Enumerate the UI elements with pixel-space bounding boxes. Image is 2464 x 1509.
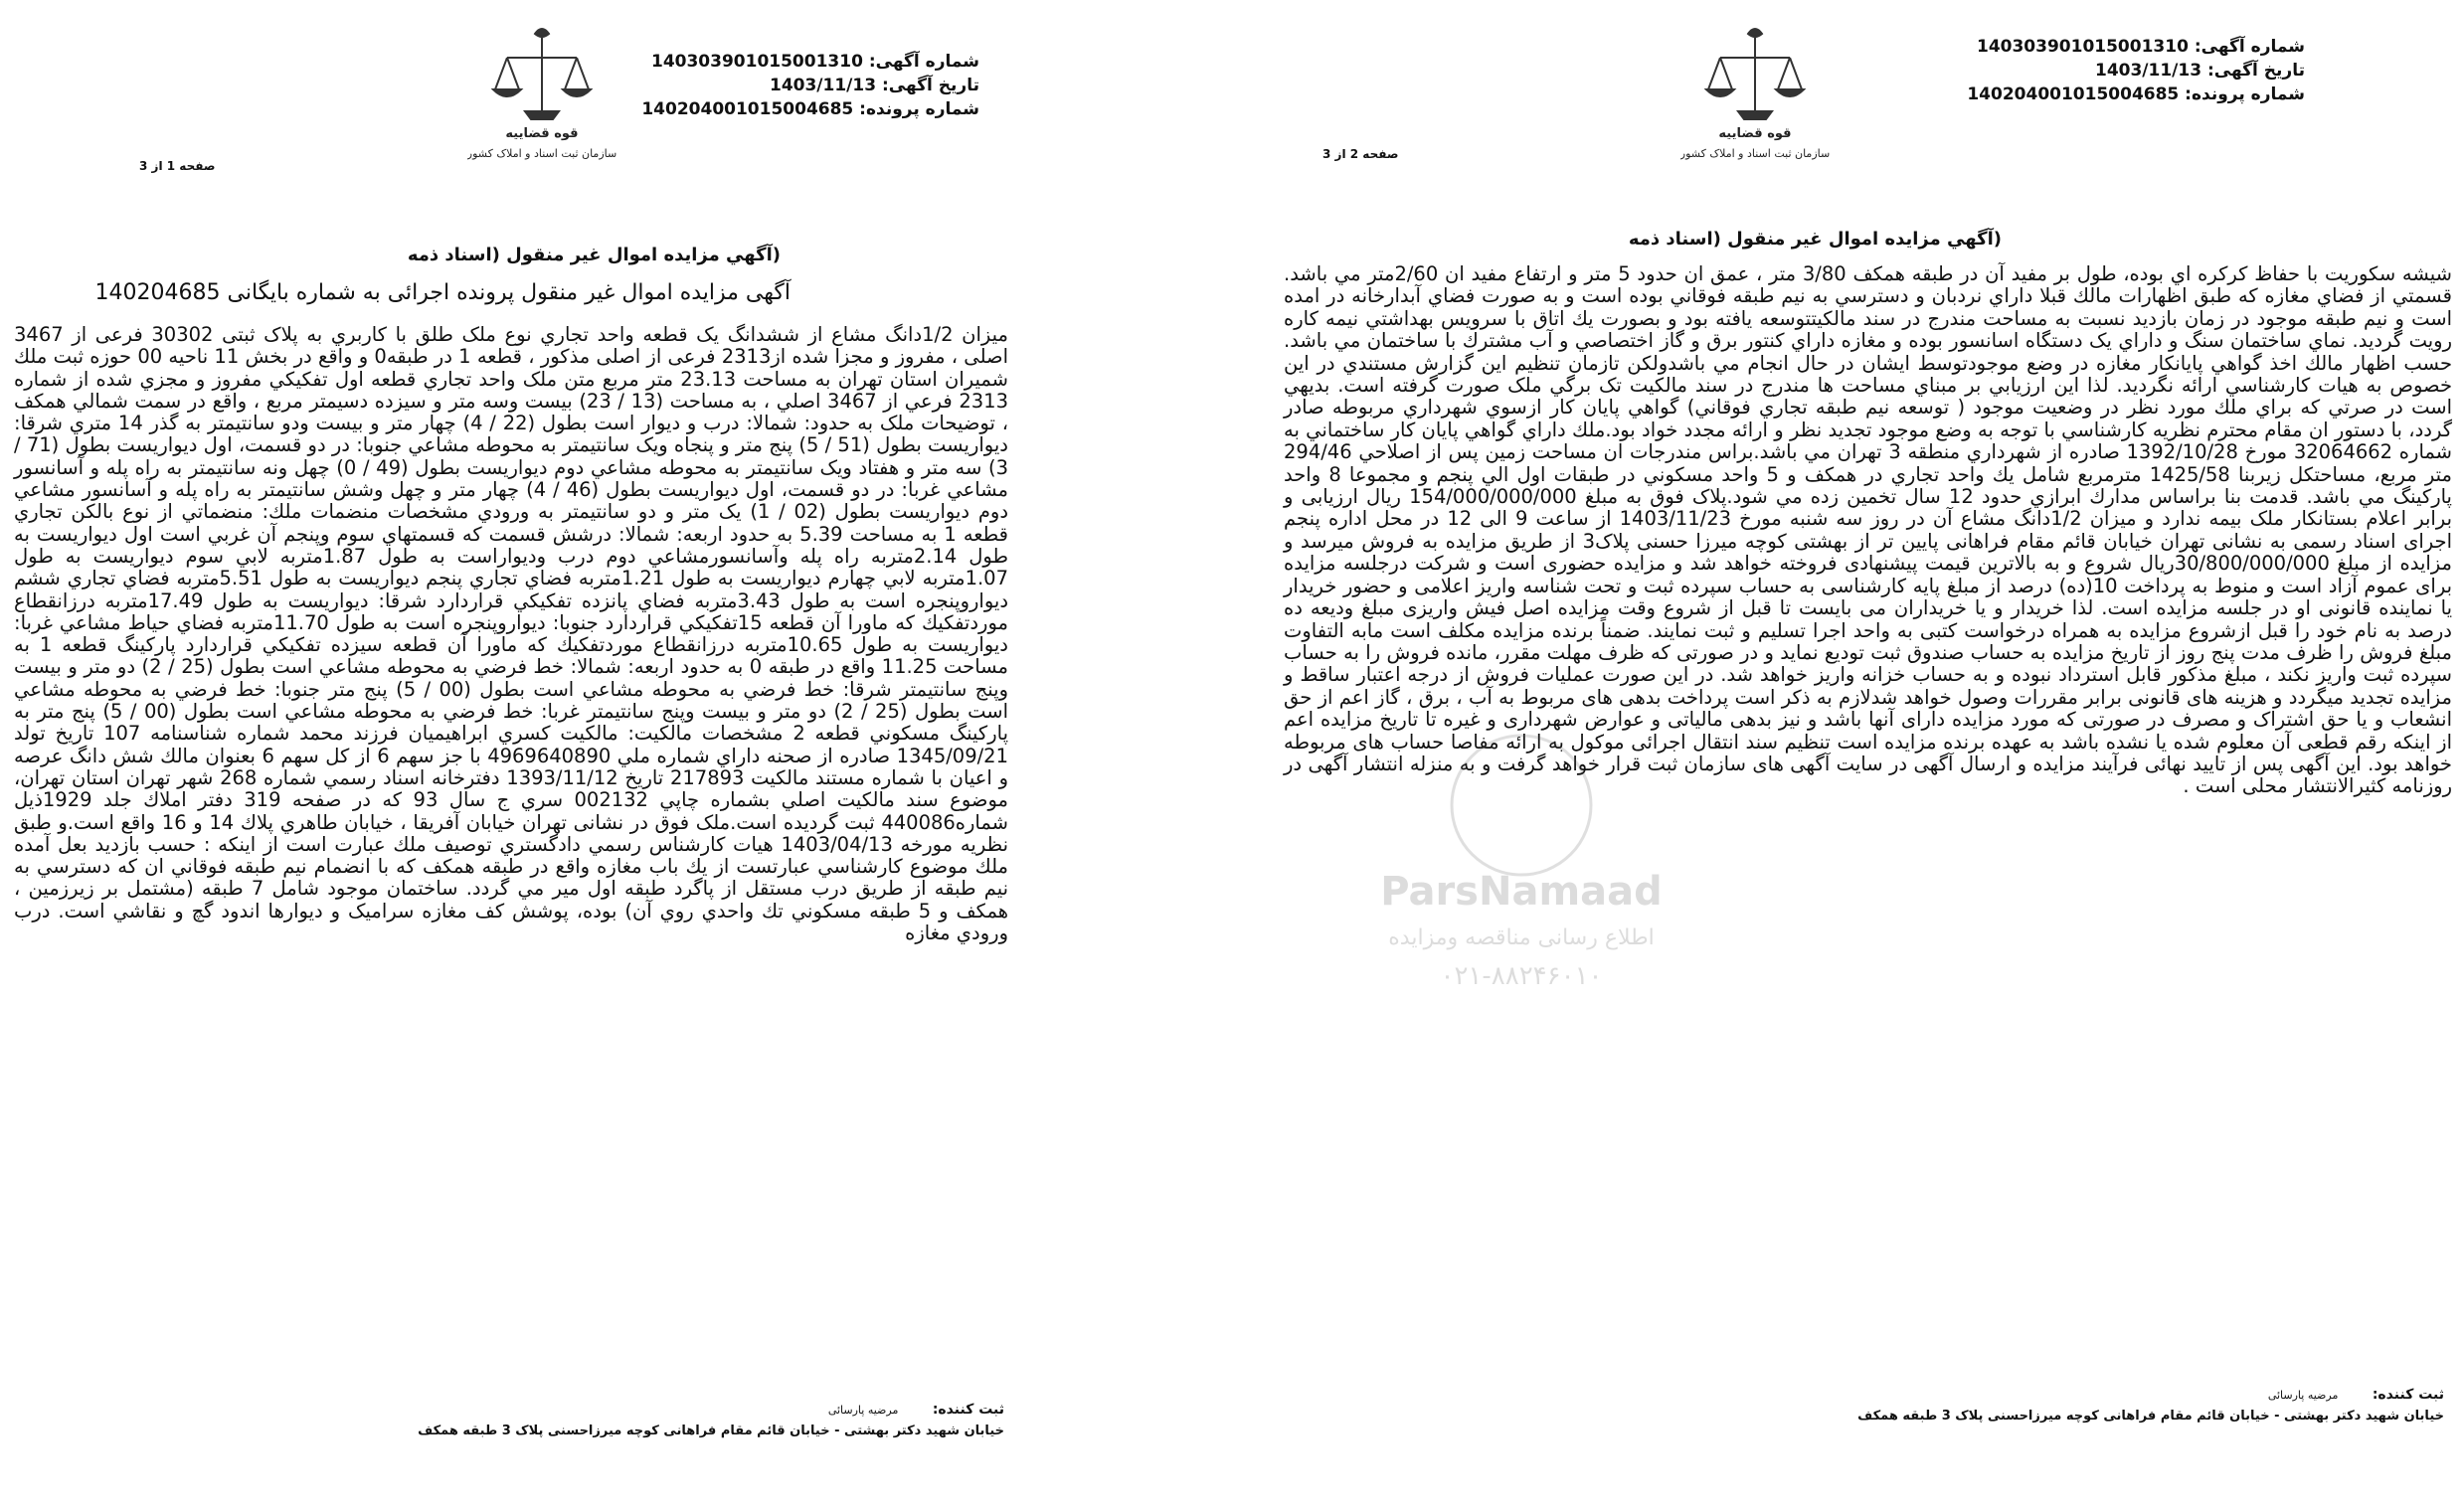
- case-number: شماره پرونده: 140204001015004685: [1967, 84, 2305, 104]
- judiciary-emblem-icon: [467, 20, 616, 169]
- signer-name: مرضیه پارسائی: [2267, 1389, 2339, 1402]
- watermark-phone: ۰۲۱-۸۸۲۴۶۰۱۰: [1440, 961, 1603, 991]
- emblem-subtext: سازمان ثبت اسناد و املاک کشور: [467, 147, 616, 160]
- signer-address: خیابان شهید دکتر بهشتی - خیابان قائم مقام فراهانی کوچه میرزاحسنی پلاک 3 طبقه همکف: [1857, 1409, 2444, 1424]
- watermark-ring-icon: [1452, 736, 1591, 875]
- judiciary-emblem-icon: [1680, 20, 1830, 169]
- signer-label: ثبت کننده:: [932, 1402, 1004, 1418]
- parsnamaad-watermark: [1263, 696, 1780, 1014]
- signer-address: خیابان شهید دکتر بهشتی - خیابان قائم مقام فراهانی کوچه میرزاحسنی پلاک 3 طبقه همکف: [418, 1424, 1004, 1438]
- signer-name: مرضیه پارسائی: [827, 1404, 899, 1417]
- page-number: صفحه 1 از 3: [139, 159, 216, 173]
- signer-label: ثبت کننده:: [2372, 1387, 2444, 1403]
- notice-meta: [641, 50, 979, 121]
- case-number: شماره پرونده: 140204001015004685: [641, 99, 979, 119]
- emblem-subtext: سازمان ثبت اسناد و املاک کشور: [1680, 147, 1830, 160]
- ad-date: تاریخ آگهی: 1403/11/13: [2094, 61, 2305, 81]
- notice-meta: [1967, 35, 2305, 106]
- notice-title: (آگهي مزايده اموال غير منقول (اسناد ذمه: [407, 245, 781, 265]
- signer-block: [1857, 1387, 2444, 1424]
- ad-number: شماره آگهی: 140303901015001310: [1976, 37, 2305, 57]
- notice-subtitle: آگهی مزایده اموال غیر منقول پرونده اجرائی به شماره بایگانی 140204685: [94, 280, 791, 305]
- page-number: صفحه 2 از 3: [1322, 147, 1399, 161]
- emblem-text: قوه قضاییه: [1718, 126, 1792, 141]
- ad-date: تاریخ آگهی: 1403/11/13: [769, 76, 979, 95]
- watermark-brand: ParsNamaad: [1380, 869, 1663, 915]
- ad-number: شماره آگهی: 140303901015001310: [650, 52, 979, 72]
- notice-body: شيشه سكوريت با حفاظ كركره اي بوده، طول بر مفيد آن در طبقه همكف 3/80 متر ، عمق ان حدود 5 متر و ارتفاع مفيد ان 2/60متر مي باشد. قسمتي از فضاي مغازه كه طبق اظهارات مالك قبلا داراي نردبان و دسترسي به نيم طبقه فوقاني بوده است و به صورت فضاي آبدارخانه در امده است و نيم طبقه موجود در زمان بازديد نسبت به مساحت مندرج در سند مالكيتتوسعه يافته بود و بصورت يك اتاق با سرويس بهداشتي نيمه كاره رويت گرديد. نماي ساختمان سنگ و داراي يک دستگاه اسانسور بوده و مغازه داراي كنتور برق و گاز اختصاصي و آب مشترك با ساختمان مي باشد. حسب اظهار مالك اخذ گواهي پايانكار مغازه در وضع موجودتوسط ايشان در حال انجام مي باشدولكن تازمان تنظيم اين گزارش مستندي در اين خصوص به هيات كارشناسي ارائه نگرديد. لذا اين ارزيابي بر مبناي مساحت ها مندرج در سند مالكيت تک برگي ملک صورت گرفته است. بديهي است در صرتي كه براي ملك مورد نظر در وضعيت موجود ( توسعه نيم طبقه تجاري فوقاني) گواهي پايان كار ازسوي شهرداري مربوطه صادر گردد، با دستور ان مقام محترم نظريه كارشناسي با توجه به وضع موجود تجديد نظر و ارائه مجدد خواد بود.ملك داراي گواهي پايان كار ساختماني به شماره 32064662 مورخ 1392/10/28 صادره از شهرداري منطقه 3 تهران مي باشد.براس مندرجات ان مساحت زمين پس از اصلاحي 294/46 متر مربع، مساحتكل زيربنا 1425/58 مترمربع شامل يك واحد تجاري در همكف و 5 واحد مسكوني در طبقات اول الي پنجم و مجموعا 8 واحد پاركينگ مي باشد. قدمت بنا براساس مدارك ابرازي حدود 12 سال تخمين زده مي شود.پلاک فوق به مبلغ 154/000/000/000 ریال ارزیابی و برابر اعلام بستانکار ملک بیمه ندارد و میزان 1/2دانگ مشاع آن در روز سه شنبه مورخ 1403/11/23 از ساعت 9 الی 12 در محل اداره پنجم اجرای اسناد رسمی به نشانی تهران خیابان قائم مقام فراهانی پایین تر از بهشتی کوچه میرزا حسنی پلاک3 از طریق مزایده به فروش میرسد و مزایده از مبلغ 30/800/000/000ریال شروع و به بالاترین قیمت پیشنهادی فروخته خواهد شد و مزایده حضوری است و شرکت درجلسه مزایده برای عموم آزاد است و منوط به پرداخت 10(ده) درصد از مبلغ پایه کارشناسی به حساب سپرده ثبت و تحت شناسه واریز اعلامی و حضور خریدار یا نماینده قانونی او در جلسه مزایده است. لذا خریدار و یا خریداران می بایست تا قبل از شروع وقت مزایده اصل فیش واریزی مبلغ ودیعه ده درصد به نام خود را قبل ازشروع مزایده به همراه درخواست کتبی به واحد اجرا تسلیم و ثبت نمایند. ضمناً برنده مزایده مکلف است مابه التفاوت مبلغ فروش را ظرف مدت پنج روز از تاریخ مزایده به حساب صندوق ثبت تودیع نماید و در صورتی که ظرف مهلت مقرر، مانده فروش را به حساب سپرده ثبت واریز نکند ، مبلغ مذکور قابل استرداد نبوده و به حساب خزانه واریز خواهد شد. در این صورت عملیات فروش از درجه اعتبار ساقط و مزایده تجدید میگردد و هزینه های قانونی برابر مقررات وصول خواهد شدلازم به ذکر است پرداخت بدهی های مربوط به آب ، برق ، گاز اعم از حق انشعاب و یا حق اشتراک و مصرف در صورتی که مورد مزایده دارای آنها باشد و نیز بدهی مالیاتی و عوارض شهرداری و غیره تا تاریخ مزایده اعم از اینکه رقم قطعی آن معلوم شده یا نشده باشد به عهده برنده مزایده است تنظیم سند انتقال اجرائی موکول به ارائه مفاصا حساب های مربوطه خواهد بود. این آگهی پس از تایید نهائی فرآیند مزایده و ارسال آگهی در سایت آگهی های سازمان ثبت قرار خواهد گرفت و به منزله انتشار آگهی در روزنامه کثیرالانتشار محلی است .: [1284, 262, 2453, 798]
- watermark-line: اطلاع رسانی مناقصه ومزایده: [1388, 925, 1655, 950]
- emblem-text: قوه قضاییه: [505, 126, 579, 141]
- notice-body: میزان 1/2دانگ مشاع از ششدانگ یک قطعه واحد تجاري نوع ملک طلق با کاربري به پلاک ثبتی 30302 فرعی از 3467 اصلی ، مفروز و مجزا شده از2313 فرعی از اصلی مذکور ، قطعه 1 در طبقه0 و واقع در بخش 11 ناحیه 00 حوزه ثبت ملك شميران استان تهران به مساحت 23.13 متر مربع متن ملک واحد تجاري قطعه اول تفکیکي مفروز و مجزي شده از شماره 2313 فرعي از 3467 اصلي ، به مساحت (13 / 23) بيست وسه متر و سيزده دسيمتر مربع ، واقع در سمت شمالي همکف ، توضيحات ملک به حدود: شمالا: درب و ديوار است بطول (22 / 4) چهار متر و بيست ودو سانتيمتر به گذر 14 متري شرقا: ديواريست بطول (51 / 5) پنج متر و پنجاه ويک سانتيمتر به محوطه مشاعي جنوبا: در دو قسمت، اول ديواريست بطول (71 / 3) سه متر و هفتاد ويک سانتيمتر به محوطه مشاعي دوم ديواريست بطول (49 / 0) چهل ونه سانتيمتر به راه پله و آسانسور مشاعي غربا: در دو قسمت، اول ديواريست بطول (46 / 4) چهار متر و چهل وشش سانتيمتر به راه پله و آسانسور مشاعي دوم ديواريست بطول (02 / 1) يک متر و دو سانتيمتر به ورودي مشخصات منضمات ملك: منضماتي از نوع بالكن تجاري قطعه 1 به مساحت 5.39 به حدود اربعه: شمالا: درشش قسمت كه قسمتهاي سوم وپنجم آن غربي است اول ديواريست به طول 2.14متربه راه پله وآسانسورمشاعي دوم درب وديواراست به طول 1.87متربه لابي سوم ديواريست به طول 1.07متربه لابي چهارم ديواريست به طول 1.21متربه فضاي تجاري پنجم ديواريست به طول 5.51متربه فضاي تجاري ششم ديواروپنجره است به طول 3.43متربه فضاي پانزده تفكيكي قراردارد شرقا: ديواريست به طول 17.49متربه درزانقطاع موردتفكيك كه ماورا آن قطعه 15تفكيكي قراردارد جنوبا: ديواروپنجره است به طول 11.70متربه فضاي حياط مشاعي غربا: ديواريست به طول 10.65متربه درزانقطاع موردتفكيك كه ماورا آن قطعه سيزده تفكيكي قراردارد پاركينگ قطعه 1 به مساحت 11.25 واقع در طبقه 0 به حدود اربعه: شمالا: خط فرضي به محوطه مشاعي است بطول (25 / 2) دو متر و بيست وپنج سانتيمتر شرقا: خط فرضي به محوطه مشاعي است بطول (00 / 5) پنج متر جنوبا: خط فرضي به محوطه مشاعي است بطول (25 / 2) دو متر و بيست وپنج سانتيمتر غربا: خط فرضي به محوطه مشاعي است بطول (00 / 5) پنج متر به پارکينگ مسکوني قطعه 2 مشخصات مالکیت: مالكيت كسري ابراهيميان فرزند محمد شماره شناسنامه 107 تاريخ تولد 1345/09/21 صادره از صحنه داراي شماره ملي 4969640890 با جز سهم 6 از كل سهم 6 بعنوان مالك شش دانگ عرصه و اعيان با شماره مستند مالكيت 217893 تاريخ 1393/11/12 دفترخانه اسناد رسمي شماره 268 شهر تهران استان تهران، موضوع سند مالكيت اصلي بشماره چاپي 002132 سري ج سال 93 كه در صفحه 319 دفتر املاك جلد 1929ذيل شماره440086 ثبت گرديده است.ملک فوق در نشانی تهران خیابان آفریقا ، خیابان طاهري پلاك 14 و 16 واقع است.و طبق نظريه مورخه 1403/04/13 هيات كارشناس رسمي دادگستري توصيف ملك عبارت است از اينكه : حسب بازديد بعل آمده ملك موضوع كارشناسي عبارتست از يك باب مغازه واقع در طبقه همكف كه با انضمام نيم طبقه فوقاني ان كه دسترسي به نيم طبقه از طريق درب مستقل از پاگرد طبقه اول مير مي گردد. ساختمان موجود شامل 7 طبقه (مشتمل بر زيرزمين ، همكف و 5 طبقه مسكوني تك واحدي روي آن) بوده، پوشش كف مغازه سراميک و ديوارها اندود گچ و نقاشي است. درب ورودي مغازه: [14, 323, 1009, 945]
- signer-block: [418, 1402, 1004, 1438]
- notice-title: (آگهي مزايده اموال غير منقول (اسناد ذمه: [1628, 229, 2002, 250]
